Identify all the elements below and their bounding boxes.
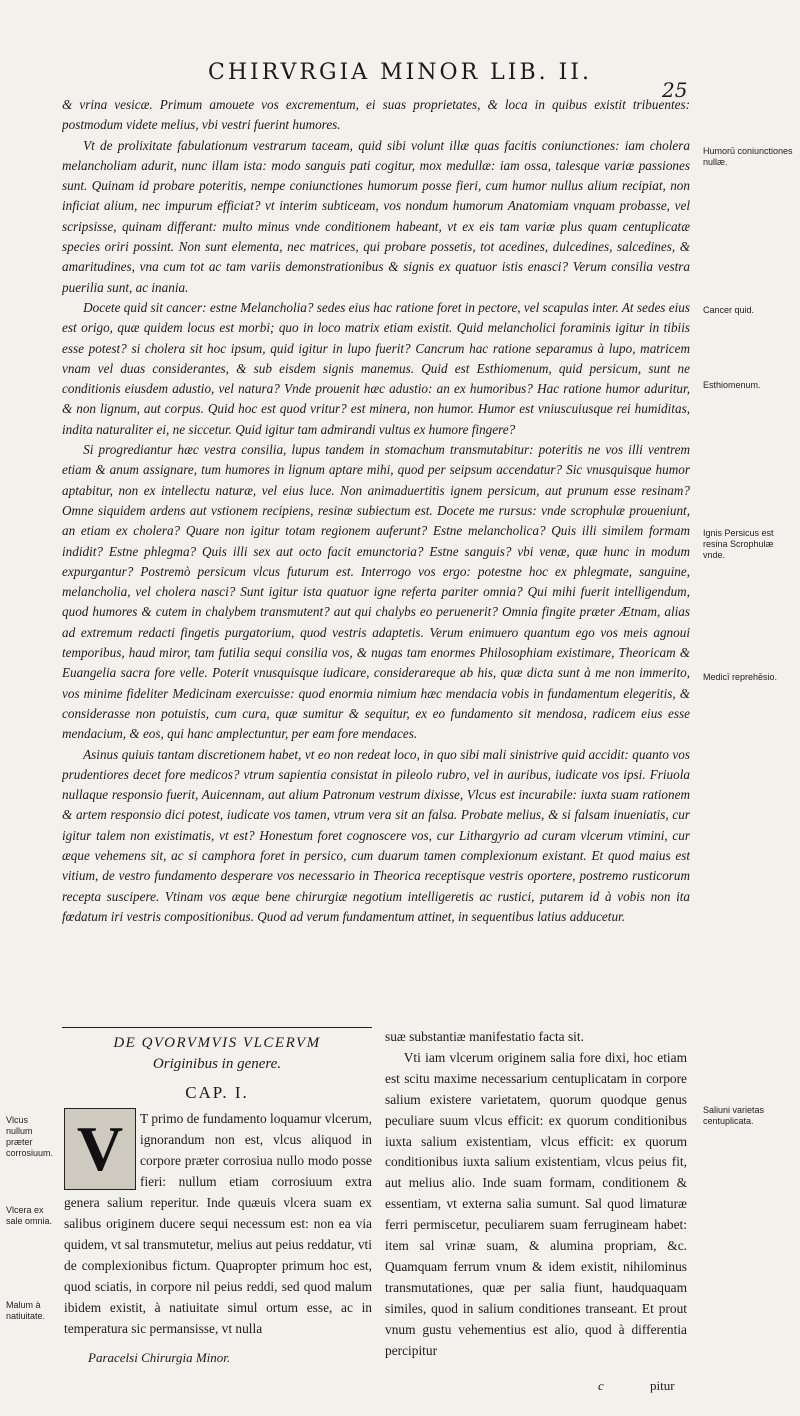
paragraph: T primo de fundamento loquamur vlcerum, ignorandum non est, vlcus aliquod in corpore præter corrosiua nullo modo posse fieri: nullum etiam corrosiuum extra genera salium reperitur. Inde quæuis vlcera suam ex salibus originem ducere sequi necessum est: non ea via quidem, vt sal transmutetur, melius aut peius reddatur, vti de complexionibus fictum. Quapropter primum hoc est, quod sciatis, in corpore nil peius reddi, sed quod malum ibidem existit, à natiuitate simul ortum esse, ac in temperatura sic permansisse, vt nulla bbox=[64, 1111, 372, 1336]
margin-note: Vlcus nullum præter corrosiuum. bbox=[6, 1115, 54, 1158]
section-subtitle: Originibus in genere. bbox=[152, 1056, 282, 1072]
footer-title: Paracelsi Chirurgia Minor. bbox=[88, 1350, 231, 1365]
section-title: DE QVORVMVIS VLCERVM bbox=[113, 1035, 321, 1051]
margin-note: Esthiomenum. bbox=[703, 380, 761, 390]
margin-note: Humorū coniunctiones nullæ. bbox=[703, 146, 793, 167]
drop-cap-initial: V bbox=[64, 1108, 136, 1190]
section-heading bbox=[62, 1027, 372, 1075]
paragraph: Asinus quiuis tantam discretionem habet, vt eo non redeat loco, in quo sibi mali sinistrive quid accidit: quanto vos prudentiores decet fore medicos? vtrum sapientia consistat in pileolo rubro, vel in auribus, iudicate vos ipsi. Friuola nullaque responsio fuerit, Auicennam, aut alium Patronum vestrum dixisse, Vlcus est incurabile: iuxta suam rationem & artem responsio dici potest, iudicate vos tamen, vtrum vera sit an falsa. Probate melius, & si falsam inueniatis, cur igitur talem non existimatis, vt est? Honestum foret cognoscere vos, cur Lithargyrio ad curam vlcerum vtimini, cur æque vehemens sit, ac si camphora foret in persico, cum duarum tamen complexionum existant. Et quod maius est vitium, de vestro fundamento desperare vos necessario in Theorica receptisque vestris oportere, postremo rusticorum recepta suscipere. Vtinam vos æque bene chirurgiæ negotium intelligeretis ac rustici, putarem id à vobis non ita fœdatum iri vestris compositionibus. Quod ad verum fundamentum attinet, in sequentibus latius adducetur. bbox=[62, 746, 690, 924]
paragraph: suæ substantiæ manifestatio facta sit. bbox=[385, 1029, 584, 1044]
page-number: 25 bbox=[662, 78, 688, 102]
paragraph: Si progrediantur hæc vestra consilia, lupus tandem in stomachum transmutabitur: poteritis ne vos illi ventrem etiam & anum assignare, tum humores in lignum aptare mihi, quod per seipsum accendatur? Sic vnusquisque humor aptabitur, non ex intellectu naturæ, vel eius luce. Non animaduertitis ignem persicum, aut prunum esse resinam? Omne siquidem ardens aut vstionem recipiens, resinæ subiectum est. Docete me rursus: vnde scrophulæ proueniunt, an etiam ex cholera? Quare non igitur totam regionem auferunt? Estne melancholica? Quis illi similem formam indidit? Estne phlegma? Quis illi sex aut octo facit emunctoria? Estne sanguis? vbi venæ, quæ hunc in modum expurgantur? Postremò persicum vlcus futurum est. Interrogo vos ergo: potestne hoc ex phlegmate, sanguine, melancholia, vel cholera nasci? Sunt igitur ista quatuor igne referta pariter omnia? Qui mihi fuerit intelligendum, quod humores & cutem in chalybem transmutent? aut qui chalybs eo peruenerit? Omnia fingite præter Ætnam, alias ad extremum redacti fingetis purgatorium, quod vestris adaptetis. Verum enimuero quantum ego vos meis agnoui temporibus, haud miror, tam futilia sequi consilia vos, & nugas tam enormes Philosophiam existimare, Theoricam & Euangelia sacra fore velle. Poterit vnusquisque iudicare, considerareque ab his, quæ dicta sunt à me non immerito, vos minime fideliter Medicinam exercuisse: quod enormia nimium hæc mendacia vobis in fundamentum elegeritis, & considerasse non potuistis, cum cura, quæ sumitur & sequitur, ex eo fundamento sit mendosa, radicem eius esse mendacium, & eos, qui hanc amplectuntur, per eam fore mendaces. bbox=[62, 442, 690, 742]
chapter-title: CAP. I. bbox=[185, 1083, 249, 1102]
column-right bbox=[385, 1027, 687, 1372]
paragraph: Vt de prolixitate fabulationum vestrarum taceam, quid sibi volunt illæ quas facitis coniunctiones: iam cholera melancholiam adurit, nunc illam ista: modo sanguis pati cogitur, mox medullæ: iam ossa, talesque variæ passiones sunt. Quinam id probare poteritis, nempe coniunctiones humorum posse fieri, cum humor nullus alium recipiat, non inficiat alium, nec impurum efficiat? vt interim subticeam, vos nondum humorum Anatomiam vnquam probasse, vel scripsisse, quinam differant: multo minus vnde conditionem habeant, vt ex eis tam variæ plus quam centuplicatæ species oriri possint. Non sunt elementa, nec matrices, qui probare possetis, tot acedines, dulcedines, salcedines, & amaritudines, vna cum tot ac tam variis demonstrationibus & signis ex quatuor istis enasci? Verum consilia vestra puerilia sunt, ac inania. bbox=[62, 137, 690, 295]
catchword: pitur bbox=[650, 1378, 675, 1393]
main-text-block bbox=[62, 95, 690, 1000]
margin-note: Saliuni varietas centuplicata. bbox=[703, 1105, 765, 1126]
signature-mark: c bbox=[598, 1378, 604, 1393]
margin-note: Vlcera ex sale omnia. bbox=[6, 1205, 53, 1226]
margin-note: Cancer quid. bbox=[703, 305, 755, 315]
paragraph: & vrina vesicæ. Primum amouete vos excrementum, ei suas proprietates, & loca in quibus existit tribuentes: postmodum videte melius, vbi vestri fuerint humores. bbox=[62, 97, 690, 133]
margin-note: Ignis Persicus est resina Scrophulæ vnde. bbox=[703, 528, 774, 560]
margin-note: Medicī reprehēsio. bbox=[703, 672, 778, 682]
paragraph: Vti iam vlcerum originem salia fore dixi, hoc etiam est scitu maxime necessarium centuplicatam in corpore salium existere varietatem, quorum quodque genus peculiare suum vlcus efficit: ex quorum conditionibus iuxta salium existentiam, vlcus efficit: ex quorum conditionibus iuxta salium existentiam, vlcus peius fit, aut melius alio. Inde suam formam, conditionem & essentiam, vt externa salia sumunt. Sal quod limaturæ ferri permiscetur, peculiarem suam ferrugineam habet: item sal vrinæ suam, & alumina propriam, &c. Quamquam ferrum vnum & idem existit, nihilominus transmutationes, quæ per salia fiunt, haudquaquam similes, quod in salium conditiones transeant. Et prout vnum gustu vehementius est alio, quod à differentia percipitur bbox=[385, 1049, 687, 1358]
paragraph: Docete quid sit cancer: estne Melancholia? sedes eius hac ratione foret in pectore, vel scapulas inter. At sedes eius est origo, quæ quidem locus est morbi; quo in loco matrix etiam existit. Quid melancholici foraminis igitur in tibiis esse potest? si cholera sit hoc ipsum, quid igitur in lupo fuerit? Cancrum hac ratione separamus à lupo, matricem vnam vel duas considerantes, & sub eisdem signis manemus. Quid est Esthiomenum, quid persicum, sunt ne conditionis eiusdem adustio, vel natura? Vnde prouenit hæc adustio: an ex humoribus? Hac ratione humor aduritur, & non lignum, aut corpus. Quid hoc est quod vritur? est minera, non humor. Humor est vniuscuiusque rei humiditas, indita naturaliter ei, ne siccetur. Quid igitur tam admirandi vultus ex humore fingere? bbox=[62, 299, 690, 437]
margin-note: Malum à natiuitate. bbox=[6, 1300, 46, 1321]
running-head: CHIRVRGIA MINOR LIB. II. bbox=[208, 60, 592, 85]
